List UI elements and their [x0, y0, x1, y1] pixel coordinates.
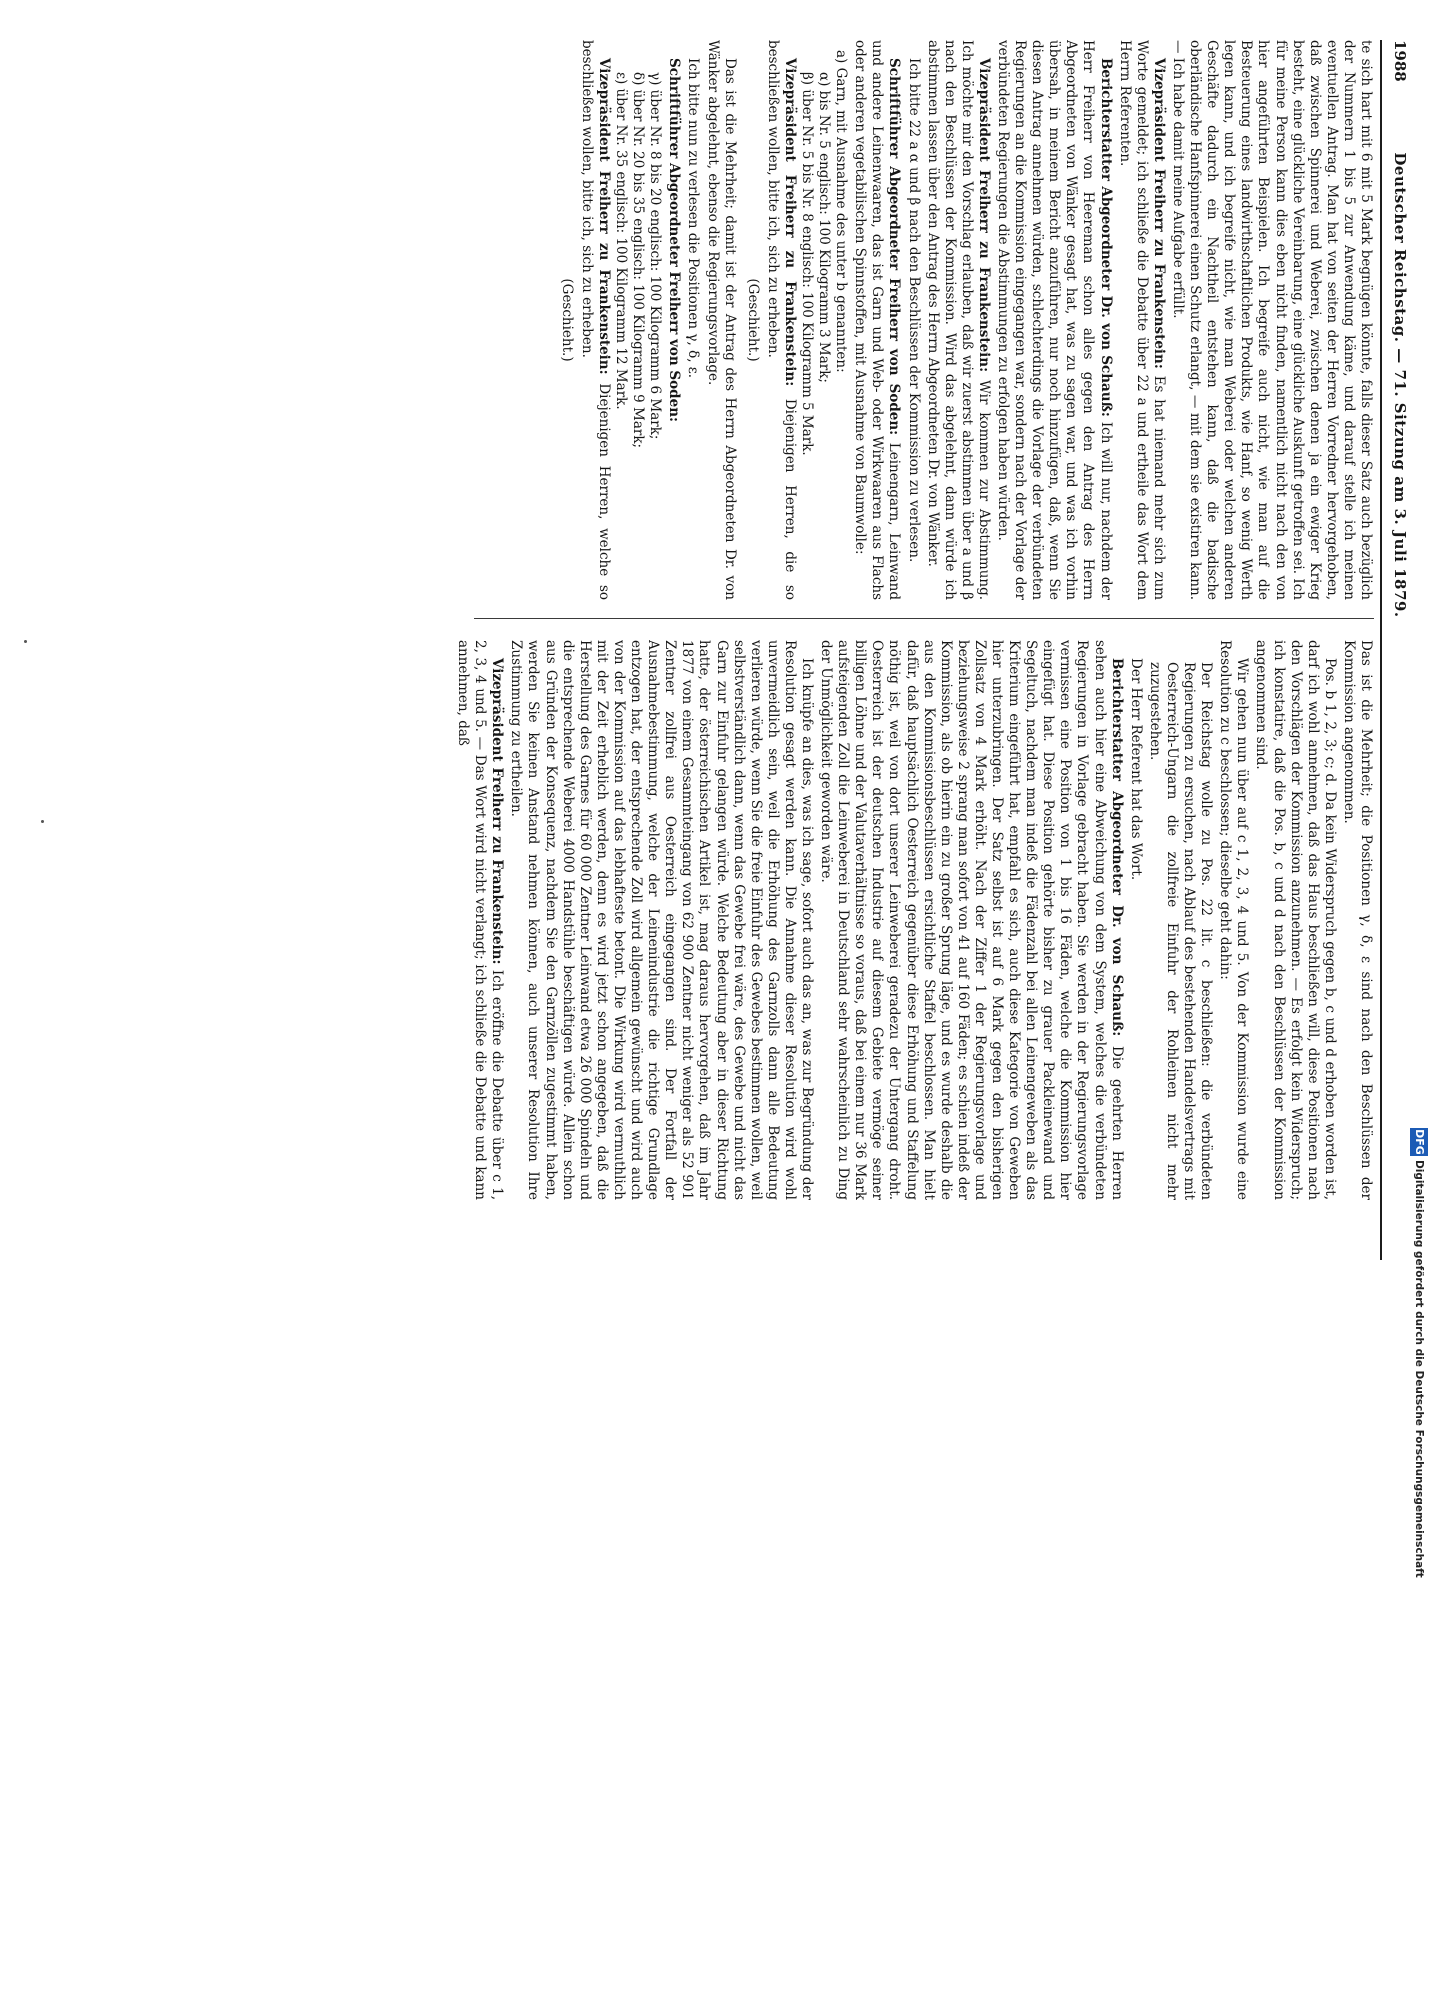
- funding-note: Digitalisierung gefördert durch die Deutsche Forschungsgemeinschaft: [1413, 1160, 1425, 1578]
- speaker-name: Schriftführer Abgeordneter Freiherr von Soden:: [886, 58, 903, 436]
- paragraph-text: Die geehrten Herren sehen auch hier eine Abweichung von dem System, welches die verbündeten Regierungen in Vorlage gebracht haben. Sie werden in der Regierungsvorlage vermissen eine Position von 1 bis 16 Fäden, welche die Kommission hier eingefügt hat. Diese Position gehörte bisher zu grauer Packleinewand und Segeltuch, nachdem man indeß die Fädenzahl bei allen Leinengeweben als das Kriterium eingeführt hat, empfahl es sich, auch diese Kategorie von Geweben hier unterzubringen. Der Satz selbst ist auf 6 Mark gegen den bisherigen Zollsatz von 4 Mark erhöht. Nach der Ziffer 1 der Regierungsvorlage und beziehungsweise 2 sprang man sofort von 41 auf 160 Fäden; es schien indeß der Kommission, als ob hierin ein zu großer Sprung läge, und es wurde deshalb die aus den Kommissionsbeschlüssen ersichtliche Staffel beschlossen. Man hielt dafür, daß hauptsächlich Oesterreich gegenüber diese Erhöhung und Staffelung nöthig ist, weil von dort unserer Leinweberei geradezu der Untergang droht. Oesterreich ist der deutschen Industrie auf diesem Gebiete vermöge seiner billigen Löhne und der Valutaverhältnisse so voraus, daß bei einem nur 36 Mark aufsteigenden Zoll die Leinweberei in Deutschland sehr wahrscheinlich zu Ding der Unmöglichkeit geworden wäre.: [818, 640, 1125, 1200]
- paragraph-text: Ich knüpfe an dies, was ich sage, sofort auch das an, was zur Begründung der Resolution gesagt werden kann. Die Annahme dieser Resolution wird wohl unvermeidlich sein, weil die Erhöhung des Garnzolls dann alle Bedeutung verlieren würde, wenn Sie die freie Einfuhr des Gewebes bestimmen wollen, weil selbstverständlich dann, wenn das Gewebe frei wäre, des Gewebe und nicht das Garn zur Einfuhr gelangen würde. Welche Bedeutung aber in dieser Richtung hatte, der österreichischen Artikel ist, mag daraus hervorgehen, daß im Jahr 1877 von einem Gesammteingang von 62 900 Zentner nicht weniger als 52 901 Zentner zollfrei aus Oesterreich eingegangen sind. Der Fortfall der Ausnahmebestimmung, welche der Leinenindustrie die richtige Grundlage entzogen hat, der entsprechende Zoll wird allgemein gewünscht und wird auch von der Kommission auf das lebhafteste betont. Die Wirkung wird vermuthlich mit der Zeit erheblich werden, denn es wird jetzt schon angegeben, daß die Herstellung des Garnes für 60 000 Zentner Leinwand etwa 26 000 Spindeln und die entsprechende Weberei 4000 Handstühle beschäftigen würde. Allein schon aus Gründen der Konsequenz, nachdem Sie den Garnzöllen zugestimmt haben, werden Sie keinen Anstand nehmen können, auch unserer Resolution Ihre Zustimmung zu ertheilen.: [508, 640, 815, 1200]
- tariff-item: [832, 40, 849, 600]
- paragraph-text: Pos. b 1, 2, 3; c; d. Da kein Widerspruch gegen b, c und d erhoben worden ist, darf ich wohl annehmen, daß das Haus beschließen will, diese Positionen nach den Vorschlägen der Kommission anzunehmen. — Es erfolgt kein Widerspruch; ich konstatire, daß die Pos. b, c und d nach den Beschlüssen der Kommission angenommen sind.: [1253, 640, 1338, 1200]
- right-column: [12, 640, 1374, 1200]
- paragraph-text: Das ist die Mehrheit; die Positionen γ, δ, ε sind nach den Beschlüssen der Kommission angenommen.: [1340, 640, 1374, 1200]
- speaker-name: Berichterstatter Abgeordneter Dr. von Schauß:: [1108, 658, 1125, 1037]
- paragraph: [1169, 40, 1374, 600]
- paragraph-text: γ) über Nr. 8 bis 20 englisch: 100 Kilogramm 6 Mark;: [647, 72, 664, 440]
- paragraph: [924, 40, 992, 600]
- scan-speck: [41, 820, 44, 823]
- paragraph-text: Es hat niemand mehr sich zum Worte gemeldet; ich schließe die Debatte über 22 a und ertheile das Wort dem Herrn Referenten.: [1116, 40, 1167, 600]
- resolution-text: [1146, 640, 1214, 1200]
- paragraph-text: Ich bitte nun zu verlesen die Positionen γ, δ, ε.: [685, 58, 702, 379]
- speaker-name: Vizepräsident Freiherr zu Frankenstein:: [975, 58, 992, 373]
- paragraph-text: β) über Nr. 5 bis Nr. 8 englisch: 100 Kilogramm 5 Mark.: [799, 72, 815, 456]
- paragraph-text: α) bis Nr. 5 englisch: 100 Kilogramm 3 Mark;: [816, 72, 833, 383]
- paragraph-text: ε) über Nr. 35 englisch: 100 Kilogramm 12 Mark.: [613, 72, 630, 410]
- speaker-name: Vizepräsident Freiherr zu Frankenstein:: [489, 658, 506, 965]
- tariff-subitem: [612, 40, 629, 600]
- dfg-logo: DFG: [1410, 1128, 1428, 1156]
- paragraph: [994, 40, 1114, 600]
- speaker-name: Vizepräsident Freiherr zu Frankenstein:: [595, 58, 612, 375]
- speaker-name: Berichterstatter Abgeordneter Dr. von Schauß:: [1097, 58, 1114, 417]
- tariff-subitem: [629, 40, 646, 600]
- paragraph-text: (Geschieht.): [744, 278, 761, 362]
- paragraph-text: Ich eröffne die Debatte über c 1, 2, 3, 4 und 5. — Das Wort wird nicht verlangt; ich schließe die Debatte und kann annehmen, daß: [455, 640, 506, 1200]
- running-title: Deutscher Reichstag. — 71. Sitzung am 3. Juli 1879.: [1391, 152, 1409, 618]
- speaker-name: Schriftführer Abgeordneter Freiherr von Soden:: [666, 58, 683, 423]
- paragraph-text: δ) über Nr. 20 bis 35 englisch: 100 Kilogramm 9 Mark;: [630, 72, 647, 449]
- paragraph-text: Das ist die Mehrheit; damit ist der Antrag des Herrn Abgeordneten Dr. von Wänker abgelehnt, ebenso die Regierungsvorlage.: [704, 40, 738, 600]
- speaker-name: Vizepräsident Freiherr zu Frankenstein:: [781, 58, 798, 387]
- tariff-subitem: [798, 40, 815, 600]
- paragraph-text: Wir gehen nun über auf c 1, 2, 3, 4 und 5. Von der Kommission wurde eine Resolution zu c beschlossen; dieselbe geht dahin:: [1217, 640, 1251, 1200]
- paragraph-text: Diejenigen Herren, welche so beschließen wollen, bitte ich, sich zu erheben.: [578, 40, 612, 600]
- paragraph-text: Leinengarn, Leinwand und andere Leinenwaaren, das ist Garn und Web- oder Wirkwaaren aus Flachs oder anderen vegetabilischen Spinnstoffen, mit Ausnahme von Baumwolle:: [852, 40, 903, 600]
- paragraph: [1116, 40, 1167, 600]
- paragraph: [684, 40, 701, 600]
- page-header: [1382, 40, 1418, 630]
- paragraph: [817, 640, 1125, 1200]
- paragraph-text: Der Reichstag wolle zu Pos. 22 lit. c beschließen: die verbündeten Regierungen zu ersuchen, nach Ablauf des bestehenden Handelsvertrags mit Oesterreich-Ungarn die zollfreie Einfuhr der Rohleinen nicht mehr zuzugestehen.: [1146, 662, 1215, 1200]
- paragraph: [665, 40, 682, 600]
- page-number: 1988: [1391, 40, 1409, 82]
- column-divider: [474, 618, 1374, 619]
- paragraph: [1252, 640, 1337, 1200]
- tariff-subitem: [646, 40, 663, 600]
- paragraph: [851, 40, 902, 600]
- paragraph: [454, 640, 505, 1200]
- paragraph: [578, 40, 612, 600]
- action-note: [558, 40, 575, 600]
- left-column: [12, 40, 1374, 600]
- paragraph: [904, 40, 921, 600]
- paragraph-text: Wir kommen zur Abstimmung. Ich möchte mir den Vorschlag erlauben, daß wir zuerst abstimmen über a und β nach den Beschlüssen der Kommission. Wird das abgelehnt, dann würde ich abstimmen lassen über den Antrag des Herrn Abgeordneten Dr. von Wänker.: [924, 40, 992, 600]
- paragraph-text: te sich hart mit 6 mit 5 Mark begnügen könnte, falls dieser Satz auch bezüglich der Nummern 1 bis 5 zur Anwendung käme, und darauf stelle ich meinen eventuellen Antrag. Man hat von seiten der Herren Vorredner hervorgehoben, daß zwischen Spinnerei und Weberei, zwischen denen ja ein ewiger Krieg besteht, eine glückliche Vereinbarung, eine glückliche Auskunft getroffen sei. Ich für meine Person kann dies eben nicht finden, namentlich nicht nach den von hier angeführten Beispielen. Ich begreife auch nicht, wie man auf die Besteuerung eines landwirthschaftlichen Produkts, wie Hanf, so wenig Werth legen kann, und ich begreife nicht, wie man Weberei oder welchen anderen Geschäfte dadurch ein Nachtheil entstehen kann, daß die badische oberländische Hanfspinnerei einen Schutz erlangt, — mit dem sie existiren kann. — Ich habe damit meine Aufgabe erfüllt.: [1169, 40, 1374, 600]
- paragraph-text: Ich will nur, nachdem der Herr Freiherr von Heereman schon alles gegen den Antrag des Herrn Abgeordneten von Wänker gesagt hat, was zu sagen war, und was ich vorhin übersah, in meinem Bericht anzuführen, nur noch hinzufügen, daß, wenn Sie diesen Antrag annehmen würden, schlechterdings die Vorlage der verbündeten Regierungen an die Kommission eingegangen war, sondern nach der Vorlage der verbündeten Regierungen die Abstimmungen zu erfolgen haben würden.: [995, 40, 1114, 600]
- paragraph: [764, 40, 798, 600]
- paragraph-text: (Geschieht.): [558, 278, 575, 362]
- tariff-subitem: [815, 40, 832, 600]
- action-note: [744, 40, 761, 600]
- paragraph-text: a) Garn, mit Ausnahme des unter b genannten:: [833, 50, 850, 373]
- paragraph: [703, 40, 737, 600]
- header-rule: [1380, 40, 1382, 1260]
- scan-speck: [24, 640, 27, 643]
- paragraph: [1127, 640, 1144, 1200]
- paragraph: [1216, 640, 1250, 1200]
- paragraph-text: Diejenigen Herren, die so beschließen wollen, bitte ich, sich zu erheben.: [764, 40, 798, 600]
- paragraph: [507, 640, 815, 1200]
- speaker-name: Vizepräsident Freiherr zu Frankenstein:: [1150, 58, 1167, 369]
- paragraph-text: Ich bitte 22 a α und β nach den Beschlüssen der Kommission zu verlesen.: [905, 58, 922, 563]
- paragraph: [1340, 640, 1374, 1200]
- paragraph-text: Der Herr Referent hat das Wort.: [1127, 658, 1144, 881]
